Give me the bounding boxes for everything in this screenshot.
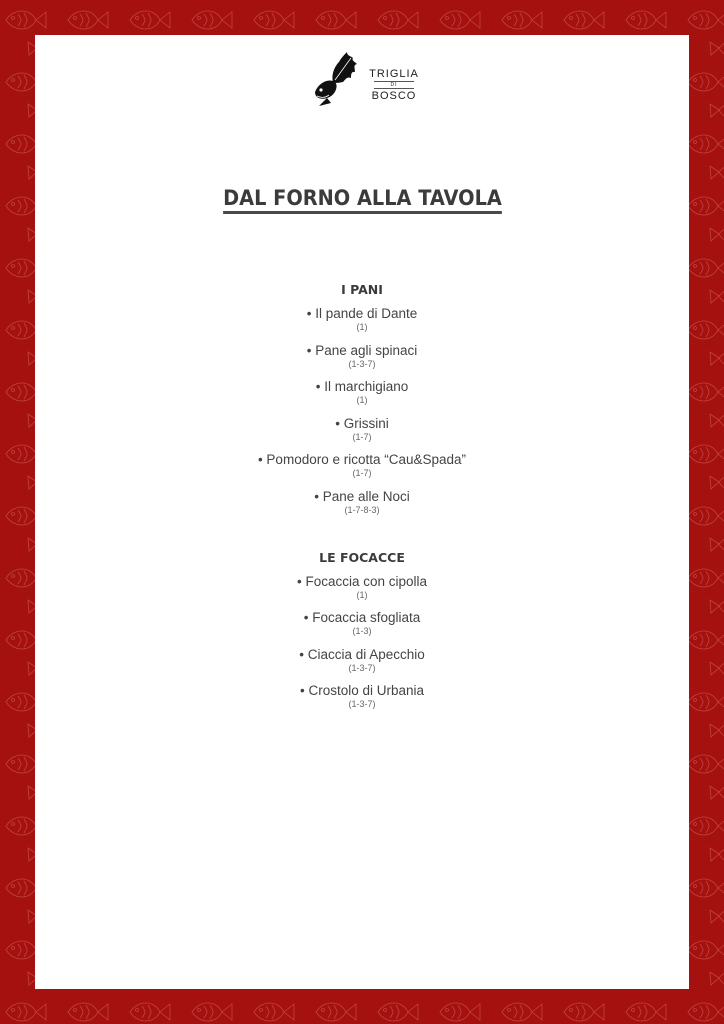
brand-line-3: BOSCO xyxy=(371,90,417,102)
menu-item-allergens: (1-7) xyxy=(352,432,372,442)
menu-item-name: • Crostolo di Urbania xyxy=(299,683,425,698)
menu-item-name: • Focaccia con cipolla xyxy=(296,574,428,589)
menu-item xyxy=(35,610,689,637)
menu-item-name: • Grissini xyxy=(335,416,389,431)
menu-item xyxy=(35,416,689,443)
oak-leaf-fish-logo-icon xyxy=(305,52,363,108)
menu-item-allergens: (1-3-7) xyxy=(348,359,376,369)
brand-logo xyxy=(305,52,425,108)
menu-item-allergens: (1-3-7) xyxy=(348,663,376,673)
menu-item-allergens: (1-7-8-3) xyxy=(344,505,380,515)
menu-item-allergens: (1) xyxy=(356,395,368,405)
menu-item-name: • Il pande di Dante xyxy=(306,306,418,321)
menu-item xyxy=(35,306,689,333)
section-heading-focacce: LE FOCACCE xyxy=(319,550,405,565)
menu-item xyxy=(35,343,689,370)
brand-line-1: TRIGLIA xyxy=(369,68,419,80)
menu-sheet xyxy=(35,35,689,989)
menu-item-name: • Il marchigiano xyxy=(315,379,409,394)
menu-item-name: • Pane alle Noci xyxy=(314,489,410,504)
menu-item-name: • Pane agli spinaci xyxy=(306,343,418,358)
brand-line-2: DI xyxy=(374,81,414,89)
menu-item-allergens: (1-7) xyxy=(352,468,372,478)
page-title xyxy=(35,186,689,214)
page-title-text: DAL FORNO ALLA TAVOLA xyxy=(223,186,502,214)
menu-item-allergens: (1) xyxy=(356,590,368,600)
brand-name xyxy=(365,68,423,102)
menu-item-allergens: (1) xyxy=(356,322,368,332)
menu-item xyxy=(35,489,689,516)
section-heading-pani: I PANI xyxy=(341,282,383,297)
menu-item-name: • Ciaccia di Apecchio xyxy=(299,647,425,662)
menu-item xyxy=(35,647,689,674)
menu-item-name: • Focaccia sfogliata xyxy=(303,610,421,625)
menu-item-allergens: (1-3-7) xyxy=(348,699,376,709)
menu-item xyxy=(35,574,689,601)
menu-item-name: • Pomodoro e ricotta “Cau&Spada” xyxy=(257,452,467,467)
menu-item xyxy=(35,452,689,479)
menu-item xyxy=(35,683,689,710)
menu-item-allergens: (1-3) xyxy=(352,626,372,636)
menu-item xyxy=(35,379,689,406)
